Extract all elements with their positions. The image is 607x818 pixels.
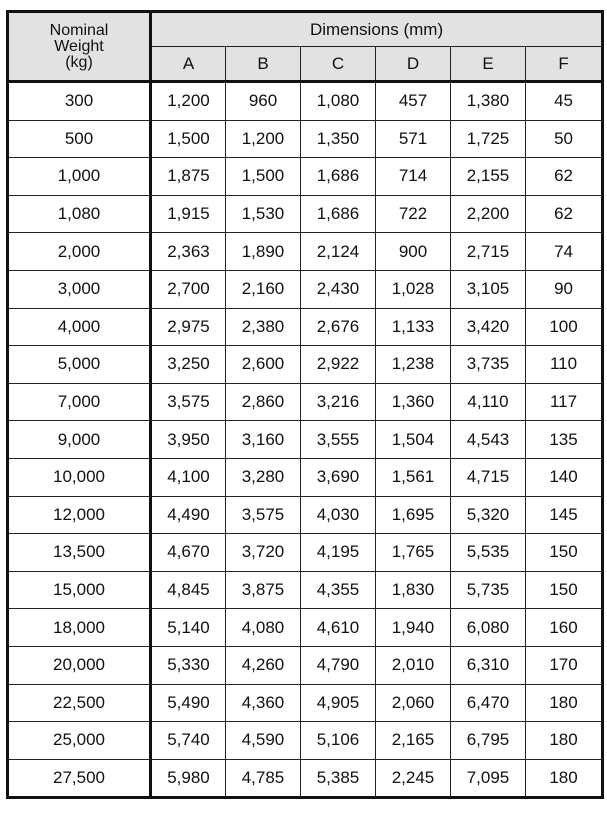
nominal-weight-line2: Weight: [54, 37, 104, 55]
dimension-c-cell: 5,385: [301, 759, 376, 798]
dimension-a-cell: 3,575: [151, 383, 226, 421]
dimension-c-cell: 1,686: [301, 158, 376, 196]
dimension-a-cell: 5,980: [151, 759, 226, 798]
dimension-d-cell: 714: [376, 158, 451, 196]
dimension-a-cell: 3,950: [151, 421, 226, 459]
dimension-d-cell: 1,830: [376, 571, 451, 609]
dimension-d-cell: 1,360: [376, 383, 451, 421]
dimension-e-cell: 3,420: [451, 308, 526, 346]
dimension-d-cell: 1,238: [376, 346, 451, 384]
dimension-c-cell: 3,555: [301, 421, 376, 459]
dimension-c-cell: 4,030: [301, 496, 376, 534]
dimension-e-cell: 6,795: [451, 722, 526, 760]
dimension-e-cell: 4,543: [451, 421, 526, 459]
dimension-e-cell: 5,320: [451, 496, 526, 534]
dimension-f-cell: 180: [526, 684, 603, 722]
column-header-f: F: [526, 47, 603, 82]
nominal-weight-cell: 500: [8, 120, 151, 158]
dimension-b-cell: 1,890: [226, 233, 301, 271]
dimension-f-cell: 110: [526, 346, 603, 384]
nominal-weight-header: [8, 12, 151, 82]
table-body: [8, 82, 603, 798]
table-row: [8, 158, 603, 196]
dimension-d-cell: 900: [376, 233, 451, 271]
dimension-b-cell: 2,380: [226, 308, 301, 346]
dimension-c-cell: 3,690: [301, 458, 376, 496]
nominal-weight-cell: 22,500: [8, 684, 151, 722]
dimension-b-cell: 960: [226, 82, 301, 121]
table-row: [8, 684, 603, 722]
dimension-d-cell: 1,133: [376, 308, 451, 346]
dimension-d-cell: 2,010: [376, 646, 451, 684]
dimension-f-cell: 180: [526, 722, 603, 760]
nominal-weight-cell: 300: [8, 82, 151, 121]
table-row: [8, 308, 603, 346]
dimension-b-cell: 3,575: [226, 496, 301, 534]
dimension-a-cell: 4,670: [151, 534, 226, 572]
dimension-a-cell: 5,490: [151, 684, 226, 722]
dimension-f-cell: 62: [526, 195, 603, 233]
dimension-b-cell: 2,160: [226, 270, 301, 308]
dimension-d-cell: 571: [376, 120, 451, 158]
table-row: [8, 609, 603, 647]
table-row: [8, 722, 603, 760]
dimension-f-cell: 117: [526, 383, 603, 421]
dimension-f-cell: 135: [526, 421, 603, 459]
table-row: [8, 120, 603, 158]
dimension-e-cell: 7,095: [451, 759, 526, 798]
dimension-a-cell: 1,875: [151, 158, 226, 196]
header-row-top: [8, 12, 603, 47]
nominal-weight-cell: 2,000: [8, 233, 151, 271]
dimension-f-cell: 170: [526, 646, 603, 684]
dimension-c-cell: 1,686: [301, 195, 376, 233]
nominal-weight-cell: 25,000: [8, 722, 151, 760]
dimension-a-cell: 2,700: [151, 270, 226, 308]
dimension-a-cell: 2,975: [151, 308, 226, 346]
dimension-e-cell: 5,735: [451, 571, 526, 609]
dimension-b-cell: 1,530: [226, 195, 301, 233]
dimension-f-cell: 90: [526, 270, 603, 308]
nominal-weight-cell: 12,000: [8, 496, 151, 534]
table-row: [8, 195, 603, 233]
dimension-f-cell: 180: [526, 759, 603, 798]
table-row: [8, 496, 603, 534]
nominal-weight-cell: 15,000: [8, 571, 151, 609]
dimension-f-cell: 150: [526, 571, 603, 609]
dimension-b-cell: 1,200: [226, 120, 301, 158]
dimension-b-cell: 4,590: [226, 722, 301, 760]
dimension-e-cell: 3,735: [451, 346, 526, 384]
nominal-weight-cell: 18,000: [8, 609, 151, 647]
dimension-a-cell: 5,740: [151, 722, 226, 760]
table-row: [8, 383, 603, 421]
dimension-b-cell: 4,360: [226, 684, 301, 722]
dimension-d-cell: 1,504: [376, 421, 451, 459]
table-row: [8, 421, 603, 459]
dimension-e-cell: 4,715: [451, 458, 526, 496]
dimension-c-cell: 2,922: [301, 346, 376, 384]
dimension-a-cell: 3,250: [151, 346, 226, 384]
dimension-e-cell: 6,080: [451, 609, 526, 647]
dimension-a-cell: 4,845: [151, 571, 226, 609]
dimension-f-cell: 150: [526, 534, 603, 572]
dimension-c-cell: 5,106: [301, 722, 376, 760]
dimension-b-cell: 4,785: [226, 759, 301, 798]
dimension-e-cell: 2,155: [451, 158, 526, 196]
dimension-e-cell: 3,105: [451, 270, 526, 308]
dimension-e-cell: 2,715: [451, 233, 526, 271]
table-row: [8, 233, 603, 271]
dimension-e-cell: 4,110: [451, 383, 526, 421]
nominal-weight-cell: 5,000: [8, 346, 151, 384]
dimension-a-cell: 1,200: [151, 82, 226, 121]
nominal-weight-cell: 1,000: [8, 158, 151, 196]
dimension-d-cell: 1,695: [376, 496, 451, 534]
dimension-d-cell: 1,028: [376, 270, 451, 308]
dimension-f-cell: 50: [526, 120, 603, 158]
table-row: [8, 534, 603, 572]
dimension-c-cell: 1,080: [301, 82, 376, 121]
dimension-f-cell: 74: [526, 233, 603, 271]
dimension-e-cell: 1,380: [451, 82, 526, 121]
dimension-b-cell: 2,600: [226, 346, 301, 384]
nominal-weight-cell: 3,000: [8, 270, 151, 308]
dimension-b-cell: 3,280: [226, 458, 301, 496]
dimension-d-cell: 2,060: [376, 684, 451, 722]
table-row: [8, 759, 603, 798]
nominal-weight-cell: 13,500: [8, 534, 151, 572]
nominal-weight-line3: (kg): [65, 53, 93, 71]
dimension-b-cell: 4,260: [226, 646, 301, 684]
dimension-e-cell: 6,470: [451, 684, 526, 722]
dimension-e-cell: 1,725: [451, 120, 526, 158]
dimension-c-cell: 3,216: [301, 383, 376, 421]
dimension-f-cell: 100: [526, 308, 603, 346]
dimension-f-cell: 145: [526, 496, 603, 534]
dimension-b-cell: 3,875: [226, 571, 301, 609]
table-header: [8, 12, 603, 82]
dimension-b-cell: 3,720: [226, 534, 301, 572]
table-row: [8, 346, 603, 384]
nominal-weight-cell: 20,000: [8, 646, 151, 684]
dimension-c-cell: 4,790: [301, 646, 376, 684]
dimensions-header: Dimensions (mm): [151, 12, 603, 47]
nominal-weight-cell: 10,000: [8, 458, 151, 496]
dimension-d-cell: 1,561: [376, 458, 451, 496]
dimension-d-cell: 1,940: [376, 609, 451, 647]
dimension-a-cell: 4,490: [151, 496, 226, 534]
column-header-e: E: [451, 47, 526, 82]
column-header-a: A: [151, 47, 226, 82]
dimension-d-cell: 2,165: [376, 722, 451, 760]
table-row: [8, 270, 603, 308]
nominal-weight-cell: 27,500: [8, 759, 151, 798]
table-row: [8, 571, 603, 609]
nominal-weight-cell: 1,080: [8, 195, 151, 233]
dimension-a-cell: 5,140: [151, 609, 226, 647]
dimension-f-cell: 62: [526, 158, 603, 196]
dimension-f-cell: 140: [526, 458, 603, 496]
dimension-f-cell: 45: [526, 82, 603, 121]
dimension-d-cell: 1,765: [376, 534, 451, 572]
dimension-c-cell: 4,610: [301, 609, 376, 647]
dimensions-table: [6, 10, 604, 799]
nominal-weight-line1: Nominal: [49, 21, 109, 39]
dimension-f-cell: 160: [526, 609, 603, 647]
dimension-c-cell: 2,676: [301, 308, 376, 346]
table-row: [8, 458, 603, 496]
dimension-d-cell: 457: [376, 82, 451, 121]
dimension-e-cell: 2,200: [451, 195, 526, 233]
nominal-weight-cell: 9,000: [8, 421, 151, 459]
column-header-d: D: [376, 47, 451, 82]
dimension-b-cell: 2,860: [226, 383, 301, 421]
nominal-weight-cell: 4,000: [8, 308, 151, 346]
dimension-c-cell: 1,350: [301, 120, 376, 158]
dimension-b-cell: 4,080: [226, 609, 301, 647]
dimension-c-cell: 2,430: [301, 270, 376, 308]
dimension-c-cell: 4,355: [301, 571, 376, 609]
dimension-c-cell: 4,905: [301, 684, 376, 722]
dimension-e-cell: 6,310: [451, 646, 526, 684]
dimension-e-cell: 5,535: [451, 534, 526, 572]
column-header-c: C: [301, 47, 376, 82]
dimension-a-cell: 4,100: [151, 458, 226, 496]
dimension-b-cell: 3,160: [226, 421, 301, 459]
dimension-a-cell: 1,915: [151, 195, 226, 233]
table-row: [8, 82, 603, 121]
nominal-weight-cell: 7,000: [8, 383, 151, 421]
dimension-d-cell: 722: [376, 195, 451, 233]
dimension-c-cell: 2,124: [301, 233, 376, 271]
table-row: [8, 646, 603, 684]
dimension-a-cell: 1,500: [151, 120, 226, 158]
dimension-a-cell: 5,330: [151, 646, 226, 684]
dimension-d-cell: 2,245: [376, 759, 451, 798]
dimension-b-cell: 1,500: [226, 158, 301, 196]
dimension-c-cell: 4,195: [301, 534, 376, 572]
column-header-b: B: [226, 47, 301, 82]
table-container: [6, 10, 601, 799]
dimension-a-cell: 2,363: [151, 233, 226, 271]
